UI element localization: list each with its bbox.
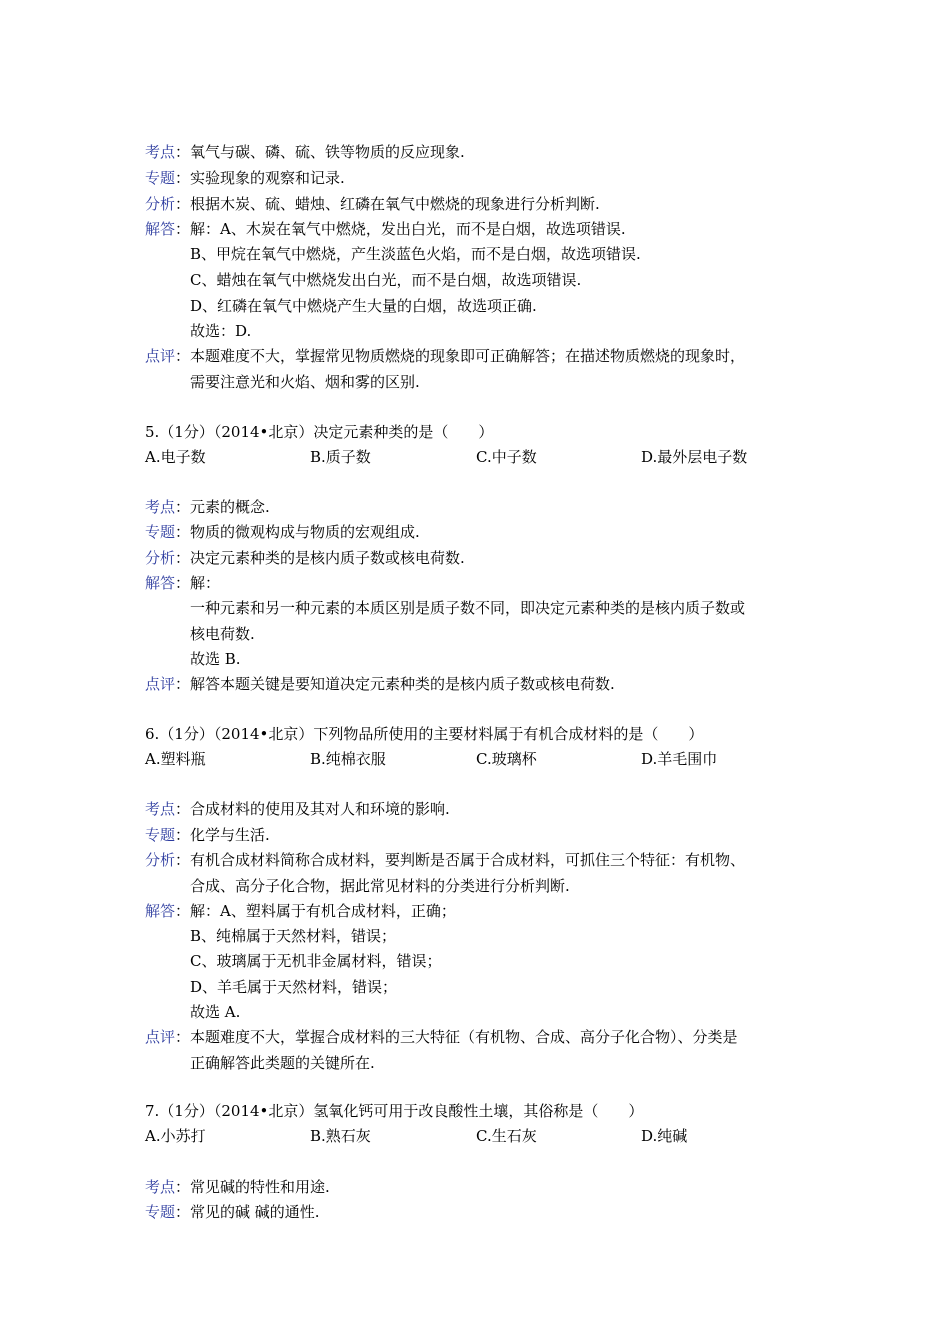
colon: ： [175,851,191,869]
q4-jieda-line: 故选：D. [190,322,252,340]
q6-dianping-text: 正确解答此类题的关键所在. [190,1054,375,1072]
q5-zhuanti-row [145,522,420,542]
q5-jieda-line: 一种元素和另一种元素的本质区别是质子数不同，即决定元素种类的是核内质子数或 [190,599,746,617]
q6-option-d: D.羊毛围巾 [641,750,718,768]
q5-kaodian-text: 元素的概念. [190,498,270,516]
q7-kaodian-text: 常见碱的特性和用途. [190,1178,330,1196]
colon: ： [175,1178,191,1196]
q5-question: 5.（1分）（2014•北京）决定元素种类的是（ ） [145,423,494,441]
colon: ： [175,1203,191,1221]
q4-zhuanti-text: 实验现象的观察和记录. [190,169,345,187]
q5-jieda-line: 解： [190,574,221,592]
q5-option-d: D.最外层电子数 [641,448,748,466]
colon: ： [175,826,191,844]
colon: ： [175,523,191,541]
q7-zhuanti-text: 常见的碱 碱的通性. [190,1203,320,1221]
q6-dianping-row [145,1027,738,1047]
q6-zhuanti-row [145,825,270,845]
kaodian-label: 考点 [145,1178,176,1196]
q7-option-d: D.纯碱 [641,1127,688,1145]
q4-jieda-line: 解：A、木炭在氧气中燃烧，发出白光，而不是白烟，故选项错误. [190,220,626,238]
q5-fenxi-text: 决定元素种类的是核内质子数或核电荷数. [190,549,465,567]
q6-option-c: C.玻璃杯 [476,750,537,768]
colon: ： [175,220,191,238]
q6-zhuanti-text: 化学与生活. [190,826,270,844]
jieda-label: 解答 [145,902,176,920]
colon: ： [175,549,191,567]
q6-jieda-line: D、羊毛属于天然材料，错误； [190,978,398,996]
q4-jieda-row [145,219,626,239]
q6-kaodian-text: 合成材料的使用及其对人和环境的影响. [190,800,450,818]
q7-option-a: A.小苏打 [145,1127,206,1145]
zhuanti-label: 专题 [145,1203,176,1221]
q5-jieda-line: 核电荷数. [190,625,255,643]
q4-kaodian-row [145,142,465,162]
q4-jieda-line: D、红磷在氧气中燃烧产生大量的白烟，故选项正确. [190,297,537,315]
q4-jieda-line: C、蜡烛在氧气中燃烧发出白光，而不是白烟，故选项错误. [190,271,582,289]
q7-option-b: B.熟石灰 [310,1127,371,1145]
colon: ： [175,195,191,213]
q5-zhuanti-text: 物质的微观构成与物质的宏观组成. [190,523,420,541]
dianping-label: 点评 [145,1028,176,1046]
q6-fenxi-text: 合成、高分子化合物，据此常见材料的分类进行分析判断. [190,877,570,895]
q4-dianping-text: 本题难度不大，掌握常见物质燃烧的现象即可正确解答；在描述物质燃烧的现象时， [190,347,746,365]
dianping-label: 点评 [145,347,176,365]
q6-fenxi-row [145,850,745,870]
kaodian-label: 考点 [145,498,176,516]
q6-jieda-row [145,901,456,921]
q5-dianping-row [145,674,615,694]
q6-question: 6.（1分）（2014•北京）下列物品所使用的主要材料属于有机合成材料的是（ ） [145,725,704,743]
q4-dianping-text: 需要注意光和火焰、烟和雾的区别. [190,373,420,391]
colon: ： [175,800,191,818]
q6-jieda-line: C、玻璃属于无机非金属材料，错误； [190,952,442,970]
q6-option-a: A.塑料瓶 [145,750,206,768]
q5-kaodian-row [145,497,270,517]
q6-jieda-line: 解：A、塑料属于有机合成材料，正确； [190,902,456,920]
zhuanti-label: 专题 [145,169,176,187]
q7-zhuanti-row [145,1202,320,1222]
q5-option-a: A.电子数 [145,448,206,466]
zhuanti-label: 专题 [145,523,176,541]
q4-fenxi-row [145,194,600,214]
q5-fenxi-row [145,548,465,568]
q4-jieda-line: B、甲烷在氧气中燃烧，产生淡蓝色火焰，而不是白烟，故选项错误. [190,245,641,263]
q6-option-b: B.纯棉衣服 [310,750,386,768]
q5-dianping-text: 解答本题关键是要知道决定元素种类的是核内质子数或核电荷数. [190,675,615,693]
q5-jieda-row [145,573,220,593]
fenxi-label: 分析 [145,195,176,213]
q4-zhuanti-row [145,168,345,188]
colon: ： [175,143,191,161]
fenxi-label: 分析 [145,851,176,869]
colon: ： [175,1028,191,1046]
colon: ： [175,347,191,365]
q7-question: 7.（1分）（2014•北京）氢氧化钙可用于改良酸性土壤，其俗称是（ ） [145,1102,644,1120]
q7-kaodian-row [145,1177,330,1197]
q6-jieda-line: B、纯棉属于天然材料，错误； [190,927,397,945]
q5-option-c: C.中子数 [476,448,537,466]
kaodian-label: 考点 [145,800,176,818]
fenxi-label: 分析 [145,549,176,567]
q6-kaodian-row [145,799,450,819]
q6-jieda-line: 故选 A. [190,1003,241,1021]
colon: ： [175,169,191,187]
q7-option-c: C.生石灰 [476,1127,537,1145]
q6-dianping-text: 本题难度不大，掌握合成材料的三大特征（有机物、合成、高分子化合物）、分类是 [190,1028,738,1046]
q4-kaodian-text: 氧气与碳、磷、硫、铁等物质的反应现象. [190,143,465,161]
jieda-label: 解答 [145,220,176,238]
q5-jieda-line: 故选 B. [190,650,241,668]
colon: ： [175,902,191,920]
zhuanti-label: 专题 [145,826,176,844]
colon: ： [175,574,191,592]
colon: ： [175,675,191,693]
kaodian-label: 考点 [145,143,176,161]
colon: ： [175,498,191,516]
q4-dianping-row [145,346,745,366]
q6-fenxi-text: 有机合成材料简称合成材料，要判断是否属于合成材料，可抓住三个特征：有机物、 [190,851,746,869]
q4-fenxi-text: 根据木炭、硫、蜡烛、红磷在氧气中燃烧的现象进行分析判断. [190,195,600,213]
jieda-label: 解答 [145,574,176,592]
dianping-label: 点评 [145,675,176,693]
q5-option-b: B.质子数 [310,448,371,466]
